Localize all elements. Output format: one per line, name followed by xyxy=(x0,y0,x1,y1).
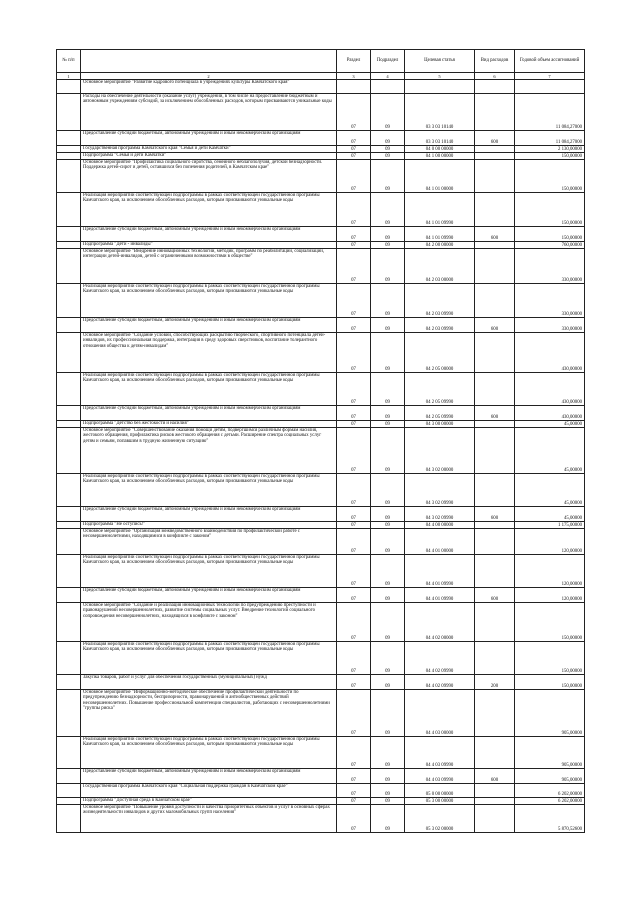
row-expense-type-cell xyxy=(475,737,515,769)
row-name-cell: Основное мероприятие "Совершенствование оказания помощи детям, подвергшимся различным формам насилия, жестокого обращения, профилактика рисков жестокого обращения с детьми. Расширение спектра социальных услуг детям и семьям, попавшим в трудную жизненную ситуацию" xyxy=(81,428,337,474)
row-name-cell: Основное мероприятие "Повышение уровня доступности и качества приоритетных объектов и услуг в основных сферах жизнедеятельности инвалидов и других маломобильных групп населения" xyxy=(81,805,337,833)
row-section-cell: 07 xyxy=(337,675,371,690)
row-name-cell: Реализация мероприятий соответствующей подпрограммы в рамках соответствующей государственной программы Камчатского края, за исключением обособленных расходов, которым присваиваются уникальные коды xyxy=(81,474,337,507)
row-amount-cell: 11 084,27000 xyxy=(515,131,585,146)
table-row xyxy=(57,642,585,675)
row-subsection-cell: 09 xyxy=(371,474,405,507)
row-subsection-cell: 09 xyxy=(371,603,405,642)
row-expense-type-cell xyxy=(475,94,515,131)
row-name-cell: Государственная программа Камчатского края "Семья и дети Камчатки" xyxy=(81,146,337,153)
row-section-cell: 07 xyxy=(337,555,371,588)
row-subsection-cell: 09 xyxy=(371,318,405,333)
row-expense-type-cell xyxy=(475,80,515,94)
row-subsection-cell: 09 xyxy=(371,94,405,131)
row-name-cell: Подпрограмма "Дети - инвалиды" xyxy=(81,242,337,249)
row-subsection-cell: 09 xyxy=(371,227,405,242)
row-target-article-cell: 04 3 02 09990 xyxy=(405,507,475,522)
row-section-cell: 07 xyxy=(337,737,371,769)
row-name-cell: Закупка товаров, работ и услуг для обеспечения государственных (муниципальных) нужд xyxy=(81,675,337,690)
row-target-article-cell: 04 1 01 09990 xyxy=(405,227,475,242)
row-subsection-cell: 09 xyxy=(371,769,405,784)
table-row xyxy=(57,798,585,805)
table-row xyxy=(57,333,585,373)
row-amount-cell: 45,00000 xyxy=(515,474,585,507)
column-number: 2 xyxy=(81,73,337,80)
row-section-cell xyxy=(337,80,371,94)
row-subsection-cell xyxy=(371,80,405,94)
header-name xyxy=(81,50,337,73)
column-number-row xyxy=(57,73,585,80)
row-target-article-cell: 04 4 00 00000 xyxy=(405,522,475,529)
table-row xyxy=(57,227,585,242)
row-amount-cell: 45,00000 xyxy=(515,428,585,474)
table-row xyxy=(57,284,585,318)
row-name-cell: Реализация мероприятий соответствующей подпрограммы в рамках соответствующей государственной программы Камчатского края, за исключением обособленных расходов, которым присваиваются уникальные коды xyxy=(81,284,337,318)
row-target-article-cell: 03 3 03 10140 xyxy=(405,131,475,146)
row-amount-cell: 150,00000 xyxy=(515,193,585,227)
table-row xyxy=(57,160,585,193)
row-target-article-cell: 04 4 01 09990 xyxy=(405,555,475,588)
row-expense-type-cell xyxy=(475,474,515,507)
row-number-cell xyxy=(57,373,81,406)
row-section-cell: 07 xyxy=(337,798,371,805)
row-amount-cell: 150,00000 xyxy=(515,675,585,690)
row-target-article-cell: 04 0 00 00000 xyxy=(405,146,475,153)
row-expense-type-cell xyxy=(475,642,515,675)
row-expense-type-cell xyxy=(475,421,515,428)
table-row xyxy=(57,784,585,798)
row-amount-cell: 330,00000 xyxy=(515,318,585,333)
row-number-cell xyxy=(57,588,81,603)
row-number-cell xyxy=(57,507,81,522)
row-amount-cell: 45,00000 xyxy=(515,421,585,428)
row-section-cell: 07 xyxy=(337,333,371,373)
row-number-cell xyxy=(57,153,81,160)
table-row xyxy=(57,769,585,784)
column-number: 7 xyxy=(515,73,585,80)
row-name-cell: Подпрограмма "Не оступись!" xyxy=(81,522,337,529)
header-subsection: Подраздел xyxy=(371,50,405,73)
header-section: Раздел xyxy=(337,50,371,73)
row-amount-cell: 150,00000 xyxy=(515,603,585,642)
row-expense-type-cell: 200 xyxy=(475,675,515,690)
row-section-cell: 07 xyxy=(337,318,371,333)
row-section-cell: 07 xyxy=(337,160,371,193)
row-target-article-cell: 04 3 02 09990 xyxy=(405,474,475,507)
row-name-cell: Основное мероприятие "Профилактика социального сиротства, семейного неблагополучия, детской безнадзорности. Поддержка детей-сирот и детей, оставшихся без попечения родителей, в Камчатском крае" xyxy=(81,160,337,193)
table-row xyxy=(57,406,585,421)
row-section-cell: 07 xyxy=(337,603,371,642)
row-name-cell: Предоставление субсидий бюджетным, автономным учреждениям и иным некоммерческим организациям xyxy=(81,588,337,603)
row-expense-type-cell: 600 xyxy=(475,227,515,242)
table-body xyxy=(57,80,585,833)
row-section-cell: 07 xyxy=(337,690,371,737)
row-name-cell: Предоставление субсидий бюджетным, автономным учреждениям и иным некоммерческим организациям xyxy=(81,507,337,522)
row-section-cell: 07 xyxy=(337,153,371,160)
row-subsection-cell: 09 xyxy=(371,675,405,690)
row-amount-cell: 905,00000 xyxy=(515,769,585,784)
row-section-cell: 07 xyxy=(337,474,371,507)
row-subsection-cell: 09 xyxy=(371,555,405,588)
row-amount-cell: 905,00000 xyxy=(515,690,585,737)
row-section-cell: 07 xyxy=(337,373,371,406)
row-subsection-cell: 09 xyxy=(371,507,405,522)
table-row xyxy=(57,193,585,227)
row-section-cell: 07 xyxy=(337,227,371,242)
row-expense-type-cell xyxy=(475,805,515,833)
row-expense-type-cell xyxy=(475,242,515,249)
row-name-cell: Расходы на обеспечение деятельности (оказание услуг) учреждений, в том числе на предоставление бюджетным и автономным учреждениям субсидий, за исключением обособленных расходов, которым присваиваются уникальные коды xyxy=(81,94,337,131)
row-name-cell: Реализация мероприятий соответствующей подпрограммы в рамках соответствующей государственной программы Камчатского края, за исключением обособленных расходов, которым присваиваются уникальные коды xyxy=(81,555,337,588)
row-target-article-cell: 04 2 00 00000 xyxy=(405,242,475,249)
row-target-article-cell: 04 4 02 09990 xyxy=(405,642,475,675)
row-section-cell: 07 xyxy=(337,642,371,675)
row-target-article-cell: 04 4 02 00000 xyxy=(405,603,475,642)
row-subsection-cell: 09 xyxy=(371,333,405,373)
row-target-article-cell: 04 2 05 00000 xyxy=(405,333,475,373)
row-subsection-cell: 09 xyxy=(371,805,405,833)
row-section-cell: 07 xyxy=(337,529,371,555)
column-number: 1 xyxy=(57,73,81,80)
row-section-cell: 07 xyxy=(337,769,371,784)
row-target-article-cell: 04 2 03 00000 xyxy=(405,249,475,284)
row-target-article-cell: 04 4 03 09990 xyxy=(405,769,475,784)
row-number-cell xyxy=(57,737,81,769)
row-expense-type-cell xyxy=(475,249,515,284)
row-number-cell xyxy=(57,798,81,805)
budget-allocation-table xyxy=(56,49,585,833)
row-amount-cell: 150,00000 xyxy=(515,153,585,160)
row-name-cell: Основное мероприятие "Создание и реализация инновационных технологий по предупреждению преступности и правонарушений несовершеннолетних, развитие системы социальных услуг. Внедрение технологий социального сопровождения несовершеннолетних, находящихся в конфликте с законом" xyxy=(81,603,337,642)
table-row xyxy=(57,474,585,507)
row-amount-cell: 6 202,00000 xyxy=(515,784,585,798)
row-subsection-cell: 09 xyxy=(371,522,405,529)
row-section-cell: 07 xyxy=(337,784,371,798)
row-expense-type-cell xyxy=(475,333,515,373)
row-expense-type-cell xyxy=(475,193,515,227)
table-row xyxy=(57,131,585,146)
row-expense-type-cell xyxy=(475,153,515,160)
row-subsection-cell: 09 xyxy=(371,284,405,318)
row-section-cell: 07 xyxy=(337,249,371,284)
row-number-cell xyxy=(57,529,81,555)
row-amount-cell: 430,00000 xyxy=(515,373,585,406)
header-expense-type: Вид расходов xyxy=(475,50,515,73)
table-row xyxy=(57,249,585,284)
column-number: 5 xyxy=(405,73,475,80)
row-number-cell xyxy=(57,242,81,249)
row-subsection-cell: 09 xyxy=(371,642,405,675)
row-subsection-cell: 09 xyxy=(371,428,405,474)
row-section-cell: 07 xyxy=(337,131,371,146)
row-number-cell xyxy=(57,805,81,833)
column-number: 3 xyxy=(337,73,371,80)
table-row xyxy=(57,373,585,406)
row-target-article-cell: 04 4 03 00000 xyxy=(405,690,475,737)
row-name-cell: Основное мероприятие "Информационно-методическое обеспечение профилактической деятельности по предупреждению безнадзорности, беспризорности, правонарушений и антиобщественных действий несовершеннолетних. Повышение профессиональной компетенции специалистов, работающих с несовершеннолетними "группы риска" xyxy=(81,690,337,737)
row-amount-cell: 120,00000 xyxy=(515,588,585,603)
table-row xyxy=(57,80,585,94)
row-expense-type-cell: 600 xyxy=(475,318,515,333)
row-amount-cell: 905,00000 xyxy=(515,737,585,769)
row-expense-type-cell xyxy=(475,160,515,193)
row-amount-cell: 120,00000 xyxy=(515,555,585,588)
row-name-cell: Предоставление субсидий бюджетным, автономным учреждениям и иным некоммерческим организациям xyxy=(81,131,337,146)
row-name-cell: Предоставление субсидий бюджетным, автономным учреждениям и иным некоммерческим организациям xyxy=(81,227,337,242)
row-section-cell: 07 xyxy=(337,805,371,833)
row-name-cell: Подпрограмма "Детство без жестокости и насилия" xyxy=(81,421,337,428)
row-amount-cell: 330,00000 xyxy=(515,284,585,318)
row-target-article-cell: 05 3 02 00000 xyxy=(405,805,475,833)
row-number-cell xyxy=(57,193,81,227)
row-subsection-cell: 09 xyxy=(371,146,405,153)
table-row xyxy=(57,675,585,690)
row-target-article-cell: 04 2 05 09990 xyxy=(405,406,475,421)
table-row xyxy=(57,242,585,249)
row-name-cell: Реализация мероприятий соответствующей подпрограммы в рамках соответствующей государственной программы Камчатского края, за исключением обособленных расходов, которым присваиваются уникальные коды xyxy=(81,373,337,406)
row-number-cell xyxy=(57,146,81,153)
row-subsection-cell: 09 xyxy=(371,242,405,249)
column-number: 6 xyxy=(475,73,515,80)
row-expense-type-cell xyxy=(475,529,515,555)
header-annual-amount: Годовой объем ассигнований xyxy=(515,50,585,73)
row-section-cell: 07 xyxy=(337,94,371,131)
column-number: 4 xyxy=(371,73,405,80)
row-number-cell xyxy=(57,227,81,242)
row-expense-type-cell: 600 xyxy=(475,131,515,146)
row-target-article-cell: 04 2 05 09990 xyxy=(405,373,475,406)
row-name-cell: Подпрограмма "Доступная среда в Камчатском крае" xyxy=(81,798,337,805)
row-subsection-cell: 09 xyxy=(371,798,405,805)
row-target-article-cell: 05 0 00 00000 xyxy=(405,784,475,798)
row-name-cell: Предоставление субсидий бюджетным, автономным учреждениям и иным некоммерческим организациям xyxy=(81,406,337,421)
row-section-cell: 07 xyxy=(337,146,371,153)
header-row-number: № п/п xyxy=(57,50,81,73)
row-number-cell xyxy=(57,406,81,421)
row-number-cell xyxy=(57,94,81,131)
row-section-cell: 07 xyxy=(337,428,371,474)
row-subsection-cell: 09 xyxy=(371,588,405,603)
row-target-article-cell: 04 3 00 00000 xyxy=(405,421,475,428)
row-subsection-cell: 09 xyxy=(371,737,405,769)
row-number-cell xyxy=(57,642,81,675)
row-target-article-cell xyxy=(405,80,475,94)
row-subsection-cell: 09 xyxy=(371,373,405,406)
row-amount-cell: 5 870,52600 xyxy=(515,805,585,833)
row-subsection-cell: 09 xyxy=(371,193,405,227)
row-amount-cell: 150,00000 xyxy=(515,160,585,193)
row-number-cell xyxy=(57,675,81,690)
row-section-cell: 07 xyxy=(337,507,371,522)
row-amount-cell: 45,00000 xyxy=(515,507,585,522)
table-row xyxy=(57,318,585,333)
row-target-article-cell: 04 2 03 09990 xyxy=(405,284,475,318)
row-amount-cell: 11 084,27000 xyxy=(515,94,585,131)
row-subsection-cell: 09 xyxy=(371,784,405,798)
row-number-cell xyxy=(57,474,81,507)
row-amount-cell: 150,00000 xyxy=(515,227,585,242)
row-amount-cell: 760,00000 xyxy=(515,242,585,249)
row-number-cell xyxy=(57,333,81,373)
table-row xyxy=(57,94,585,131)
row-name-cell: Предоставление субсидий бюджетным, автономным учреждениям и иным некоммерческим организациям xyxy=(81,318,337,333)
row-name-cell: Реализация мероприятий соответствующей подпрограммы в рамках соответствующей государственной программы Камчатского края, за исключением обособленных расходов, которым присваиваются уникальные коды xyxy=(81,193,337,227)
row-name-cell: Предоставление субсидий бюджетным, автономным учреждениям и иным некоммерческим организациям xyxy=(81,769,337,784)
row-number-cell xyxy=(57,522,81,529)
row-amount-cell: 6 202,00000 xyxy=(515,798,585,805)
table-row xyxy=(57,603,585,642)
row-target-article-cell: 04 2 03 09990 xyxy=(405,318,475,333)
row-amount-cell: 150,00000 xyxy=(515,642,585,675)
row-number-cell xyxy=(57,603,81,642)
table-row xyxy=(57,146,585,153)
row-number-cell xyxy=(57,555,81,588)
table-row xyxy=(57,690,585,737)
row-number-cell xyxy=(57,131,81,146)
row-expense-type-cell xyxy=(475,428,515,474)
row-expense-type-cell: 600 xyxy=(475,769,515,784)
row-subsection-cell: 09 xyxy=(371,421,405,428)
row-section-cell: 07 xyxy=(337,406,371,421)
row-target-article-cell: 04 3 02 00000 xyxy=(405,428,475,474)
row-number-cell xyxy=(57,80,81,94)
row-target-article-cell: 04 1 01 00000 xyxy=(405,160,475,193)
row-expense-type-cell: 600 xyxy=(475,588,515,603)
row-name-cell: Подпрограмма "Семья и дети Камчатки" xyxy=(81,153,337,160)
row-target-article-cell: 04 4 01 00000 xyxy=(405,529,475,555)
row-section-cell: 07 xyxy=(337,522,371,529)
table-row xyxy=(57,507,585,522)
row-name-cell: Основное мероприятие "Внедрение инновационных технологий, методик, программ по реабилитации, социализации, интеграции детей-инвалидов, детей с ограниченными возможностями в обществе" xyxy=(81,249,337,284)
table-row xyxy=(57,555,585,588)
row-subsection-cell: 09 xyxy=(371,131,405,146)
row-amount-cell: 120,00000 xyxy=(515,529,585,555)
row-subsection-cell: 09 xyxy=(371,690,405,737)
row-number-cell xyxy=(57,284,81,318)
row-number-cell xyxy=(57,249,81,284)
row-amount-cell: 330,00000 xyxy=(515,249,585,284)
row-subsection-cell: 09 xyxy=(371,153,405,160)
row-target-article-cell: 04 4 02 09990 xyxy=(405,675,475,690)
row-subsection-cell: 09 xyxy=(371,249,405,284)
row-name-cell: Реализация мероприятий соответствующей подпрограммы в рамках соответствующей государственной программы Камчатского края, за исключением обособленных расходов, которым присваиваются уникальные коды xyxy=(81,737,337,769)
row-number-cell xyxy=(57,769,81,784)
table-row xyxy=(57,805,585,833)
row-name-cell: Реализация мероприятий соответствующей подпрограммы в рамках соответствующей государственной программы Камчатского края, за исключением обособленных расходов, которым присваиваются уникальные коды xyxy=(81,642,337,675)
row-section-cell: 07 xyxy=(337,588,371,603)
row-name-cell: Основное мероприятие "Организация межведомственного взаимодействия по профилактической работе с несовершеннолетними, находящимися в конфликте с законом" xyxy=(81,529,337,555)
row-target-article-cell: 04 4 01 09990 xyxy=(405,588,475,603)
row-subsection-cell: 09 xyxy=(371,406,405,421)
table-row xyxy=(57,421,585,428)
row-expense-type-cell xyxy=(475,522,515,529)
row-expense-type-cell xyxy=(475,284,515,318)
row-number-cell xyxy=(57,160,81,193)
row-section-cell: 07 xyxy=(337,242,371,249)
row-expense-type-cell xyxy=(475,784,515,798)
row-number-cell xyxy=(57,784,81,798)
row-number-cell xyxy=(57,421,81,428)
row-section-cell: 07 xyxy=(337,284,371,318)
row-expense-type-cell: 600 xyxy=(475,406,515,421)
row-number-cell xyxy=(57,318,81,333)
row-name-cell: Основное мероприятие "Развитие кадрового потенциала в учреждениях культуры Камчатского края" xyxy=(81,80,337,94)
row-expense-type-cell xyxy=(475,555,515,588)
table-row xyxy=(57,153,585,160)
header-target-article: Целевая статья xyxy=(405,50,475,73)
row-number-cell xyxy=(57,690,81,737)
table-row xyxy=(57,588,585,603)
row-name-cell: Государственная программа Камчатского края "Социальная поддержка граждан в Камчатском крае" xyxy=(81,784,337,798)
row-target-article-cell: 04 1 01 09990 xyxy=(405,193,475,227)
row-expense-type-cell: 600 xyxy=(475,507,515,522)
row-amount-cell: 1 175,00000 xyxy=(515,522,585,529)
table-row xyxy=(57,529,585,555)
row-subsection-cell: 09 xyxy=(371,529,405,555)
row-target-article-cell: 03 3 03 10140 xyxy=(405,94,475,131)
row-amount-cell: 2 130,00000 xyxy=(515,146,585,153)
table-row xyxy=(57,737,585,769)
table-row xyxy=(57,428,585,474)
row-expense-type-cell xyxy=(475,603,515,642)
row-target-article-cell: 05 3 00 00000 xyxy=(405,798,475,805)
row-section-cell: 07 xyxy=(337,193,371,227)
row-target-article-cell: 04 1 00 00000 xyxy=(405,153,475,160)
row-amount-cell: 430,00000 xyxy=(515,406,585,421)
row-expense-type-cell xyxy=(475,690,515,737)
row-target-article-cell: 04 4 03 09990 xyxy=(405,737,475,769)
row-expense-type-cell xyxy=(475,798,515,805)
row-expense-type-cell xyxy=(475,146,515,153)
table-header-row xyxy=(57,50,585,73)
row-subsection-cell: 09 xyxy=(371,160,405,193)
row-section-cell: 07 xyxy=(337,421,371,428)
row-amount-cell xyxy=(515,80,585,94)
row-expense-type-cell xyxy=(475,373,515,406)
row-number-cell xyxy=(57,428,81,474)
row-name-cell: Основное мероприятие "Создание условий, способствующих раскрытию творческого, спортивного потенциала детей-инвалидов, их профессиональная поддержка, интеграция в среду здоровых сверстников, воспитание толерантного отношения общества к детям-инвалидам" xyxy=(81,333,337,373)
table-row xyxy=(57,522,585,529)
row-amount-cell: 430,00000 xyxy=(515,333,585,373)
